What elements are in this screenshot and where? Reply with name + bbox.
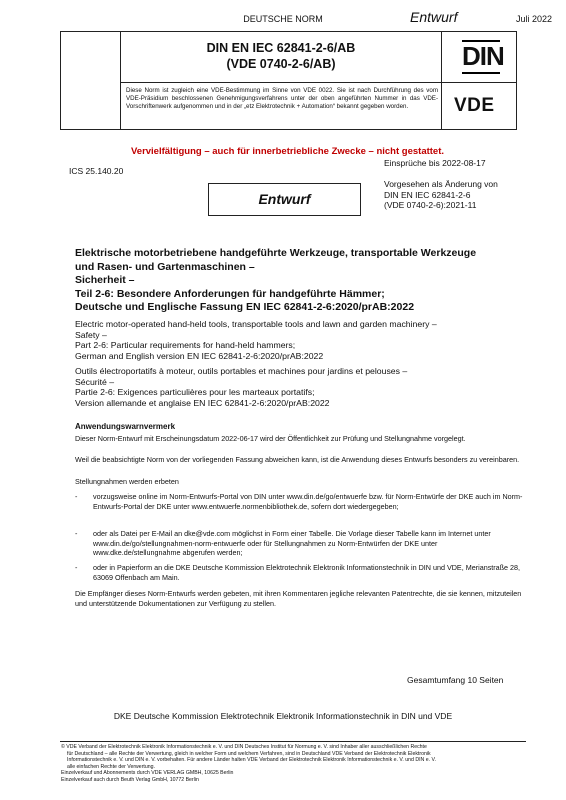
footer-divider [60,741,526,742]
list-dash: - [75,563,78,572]
vde-statement: Diese Norm ist zugleich eine VDE-Bestimmung im Sinne von VDE 0022. Sie ist nach Durchführung des vom VDE-Präsidium beschlossenen Genehmigungsverfahrens unter der oben angeführten Nummer in das VDE-Vorschriftenwerk aufgenommen und in der „etz Elektrotechnik + Automation“ bekannt gegeben worden. [126,87,438,110]
list-item-text: oder als Datei per E-Mail an dke@vde.com möglichst in Form einer Tabelle. Die Vorlage dieser Tabelle kann im Internet unter www.din.de/go/stellungnahmen-norm-entwuerfe oder für Stellungnahmen zu Norm-Entwürfen der DKE unter www.dke.de/stellungnahme abgerufen werden; [93,529,491,557]
list-item [75,529,527,559]
standard-number: DIN EN IEC 62841-2-6/AB [206,41,356,55]
warning-heading: Anwendungswarnvermerk [75,422,176,431]
list-item [75,492,527,522]
din-logo: DIN [462,40,500,74]
title-box-divider-horizontal [120,82,516,83]
warning-paragraph-4: Die Empfänger dieses Norm-Entwurfs werden gebeten, mit ihren Kommentaren jegliche relevanten Patentrechte, die sie kennen, mitzuteilen und unterstützende Dokumentationen zur Verfügung zu stellen. [75,589,522,608]
header-draft-label: Entwurf [410,9,458,25]
draft-box: Entwurf [208,183,361,216]
copyright-notice: © VDE Verband der Elektrotechnik Elektronik Informationstechnik e. V. und DIN Deutsches Institut für Normung e. V. sind Inhaber aller ausschließlichen Rechte für Deutschland – alle Rechte der Verwertung, gleich in welcher Form und welchem Verfahren, sind in Deutschland VDE Verband der Elektrotechnik Elektronik Informationstechnik e. V. und DIN e. V. vorbehalten. Für andere Länder halten VDE Verband der Elektrotechnik Elektronik Informationstechnik e. V. und DIN e. V. alle einfachen Rechte der Verwertung. Einzelverkauf und Abonnements durch VDE VERLAG GMBH, 10625 Berlin Einzelverkauf auch durch Beuth Verlag GmbH, 10772 Berlin [61,744,436,783]
title-box-divider-right [441,31,442,130]
warning-paragraph-3: Stellungnahmen werden erbeten [75,477,179,486]
list-item [75,563,527,583]
objection-deadline: Einsprüche bis 2022-08-17 [384,158,486,168]
total-pages: Gesamtumfang 10 Seiten [407,675,504,685]
title-english: Electric motor-operated hand-held tools, transportable tools and lawn and garden machinery – Safety – Part 2-6: Particular requirements for hand-held hammers; German and English version EN IEC 62841-2-6:2020/prAB:2022 [75,319,437,361]
vde-number: (VDE 0740-2-6/AB) [226,57,336,71]
reproduction-notice: Vervielfältigung – auch für innerbetriebliche Zwecke – nicht gestattet. [130,146,445,157]
header-standard-type: DEUTSCHE NORM [243,14,323,24]
dke-line: DKE Deutsche Kommission Elektrotechnik Elektronik Informationstechnik in DIN und VDE [113,711,453,721]
ics-code: ICS 25.140.20 [69,166,124,176]
title-german: Elektrische motorbetriebene handgeführte Werkzeuge, transportable Werkzeuge und Rasen- und Gartenmaschinen – Sicherheit – Teil 2-6: Besondere Anforderungen für handgeführte Hämmer; Deutsche und Englische Fassung EN IEC 62841-2-6:2020/prAB:2022 [75,247,477,314]
title-french: Outils électroportatifs à moteur, outils portables et machines pour jardins et pelouses – Sécurité – Partie 2-6: Exigences particulières pour les marteaux portatifs; Version allemande et anglaise EN IEC 62841-2-6:2020/prAB:2022 [75,366,408,408]
list-dash: - [75,529,78,538]
list-dash: - [75,492,78,501]
header-date: Juli 2022 [515,14,552,24]
list-item-text: vorzugsweise online im Norm-Entwurfs-Portal von DIN unter www.din.de/go/entwuerfe bzw. für Norm-Entwürfe der DKE auch im Norm-Entwurfs-Portal der DKE unter www.entwuerfe.normenbibliothek.de, sofern dort wiedergegeben; [93,492,523,511]
list-item-text: oder in Papierform an die DKE Deutsche Kommission Elektrotechnik Elektronik Informationstechnik in DIN und VDE, Merianstraße 28, 63069 Offenbach am Main. [93,563,521,582]
warning-paragraph-2: Weil die beabsichtigte Norm von der vorliegenden Fassung abweichen kann, ist die Anwendung dieses Entwurfs besonders zu vereinbaren. [75,455,520,464]
vde-logo: VDE [454,95,495,116]
warning-paragraph-1: Dieser Norm-Entwurf mit Erscheinungsdatum 2022-06-17 wird der Öffentlichkeit zur Prüfung und Stellungnahme vorgelegt. [75,434,466,443]
intended-amendment: Vorgesehen als Änderung von DIN EN IEC 62841-2-6 (VDE 0740-2-6):2021-11 [384,179,498,210]
